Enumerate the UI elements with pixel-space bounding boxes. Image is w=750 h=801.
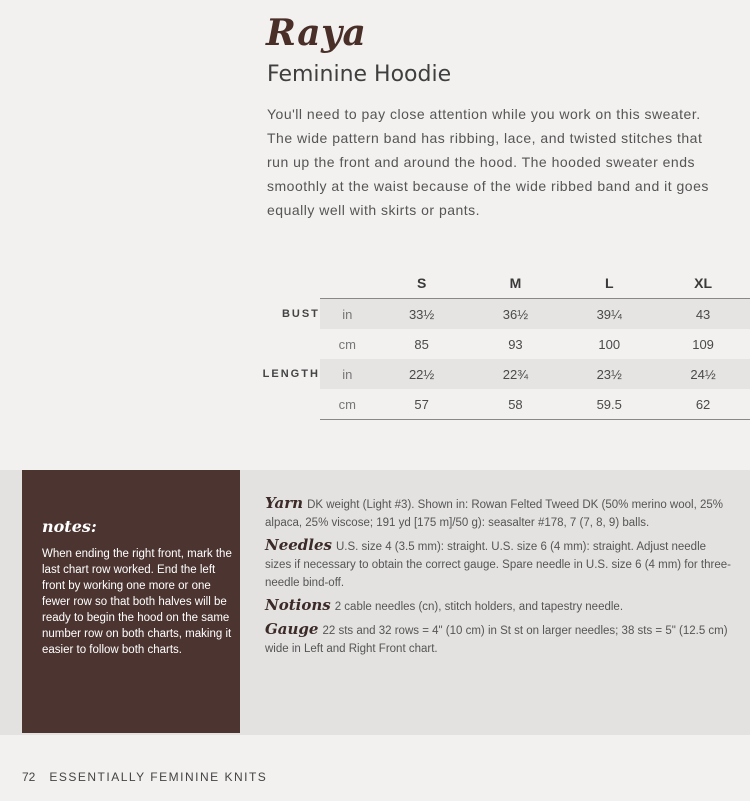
notes-box (22, 470, 240, 733)
specs-section (265, 494, 735, 662)
size-header-row (260, 268, 750, 299)
gauge-text: 22 sts and 32 rows = 4" (10 cm) in St st on larger needles; 38 sts = 5" (12.5 cm) wide in Left and Right Front chart. (265, 625, 728, 655)
yarn-spec (265, 494, 735, 532)
page-number: 72 (22, 770, 36, 784)
notions-spec (265, 596, 735, 616)
table-cell: 85 (414, 336, 429, 352)
measure-label (260, 389, 320, 420)
table-cell: 62 (656, 389, 750, 420)
notions-label: Notions (265, 596, 331, 614)
table-cell: 33½ (375, 299, 469, 330)
table-cell: 22½ (375, 359, 469, 389)
table-row (260, 359, 750, 389)
notes-title: notes: (42, 517, 97, 536)
measure-label (260, 329, 320, 359)
table-cell: 39¼ (562, 299, 656, 330)
table-row (260, 299, 750, 330)
needles-spec (265, 536, 735, 592)
needles-text: U.S. size 4 (3.5 mm): straight. U.S. size 6 (4 mm): straight. Adjust needle sizes if necessary to obtain the correct gauge. Spare needle in U.S. size 6 (4 mm) for three-needle bind-off. (265, 541, 731, 589)
table-cell: 43 (656, 299, 750, 330)
pattern-description: You'll need to pay close attention while you work on this sweater. The wide pattern band has ribbing, lace, and twisted stitches that run up the front and around the hood. The hooded sweater ends smoothly at the waist because of the wide ribbed band and it goes equally well with skirts or pants. (267, 106, 709, 218)
table-cell: 59.5 (562, 389, 656, 420)
measure-label: BUST (281, 307, 320, 320)
table-row (260, 329, 750, 359)
needles-label: Needles (265, 536, 332, 554)
table-cell: 23½ (562, 359, 656, 389)
table-cell: 36½ (469, 299, 563, 330)
table-cell: 109 (692, 336, 714, 352)
pattern-title: Raya (266, 12, 367, 54)
yarn-text: DK weight (Light #3). Shown in: Rowan Felted Tweed DK (50% merino wool, 25% alpaca, 25% viscose; 191 yd [175 m]/50 g): seasalter #178, 7 (7, 8, 9) balls. (265, 499, 723, 529)
table-cell: 57 (375, 389, 469, 420)
header-blank (260, 268, 320, 299)
size-header: M (469, 268, 563, 299)
table-cell: 22¾ (469, 359, 563, 389)
notes-text: When ending the right front, mark the last chart row worked. End the left front by working one more or one fewer row so that both halves will be ready to begin the hood on the same number row on both charts, making it easier to follow both charts. (42, 548, 232, 656)
unit-label: in (320, 359, 375, 389)
book-title: ESSENTIALLY FEMININE KNITS (49, 770, 268, 784)
table-cell: 24½ (656, 359, 750, 389)
unit-label: cm (338, 336, 356, 352)
page-footer (22, 770, 267, 784)
size-header: XL (656, 268, 750, 299)
gauge-label: Gauge (265, 620, 319, 638)
gauge-spec (265, 620, 735, 658)
table-row (260, 389, 750, 420)
unit-label: in (320, 299, 375, 330)
size-table (260, 268, 750, 420)
table-cell: 100 (598, 336, 621, 352)
size-header: L (562, 268, 656, 299)
header-unit-blank (320, 268, 375, 299)
notions-text: 2 cable needles (cn), stitch holders, and tapestry needle. (334, 601, 624, 613)
table-cell: 58 (469, 389, 563, 420)
pattern-subtitle: Feminine Hoodie (267, 62, 452, 87)
measure-label: LENGTH (262, 368, 320, 380)
table-cell: 93 (508, 336, 523, 352)
unit-label: cm (320, 389, 375, 420)
size-header: S (375, 268, 469, 299)
yarn-label: Yarn (265, 494, 304, 512)
